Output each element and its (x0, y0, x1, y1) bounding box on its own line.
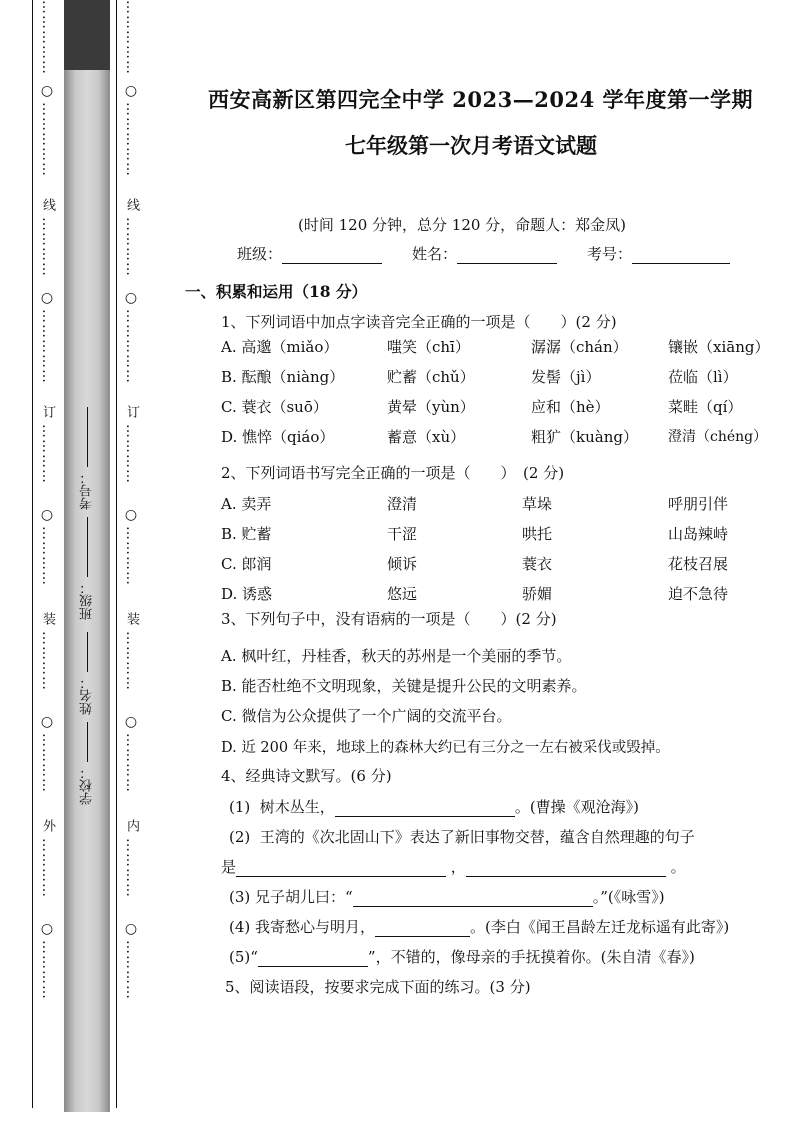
q1-row-a-1: A. 高邈（miǎo） (221, 338, 339, 356)
q1-row-b-4: 莅临（lì） (668, 368, 738, 386)
circle-mark: ○ (124, 507, 138, 523)
circle-mark: ○ (124, 714, 138, 730)
q1-row-d-4: 澄清（chéng） (668, 429, 768, 445)
q4-item1-blank[interactable] (335, 800, 515, 817)
q3-option-b: B. 能否杜绝不文明现象，关键是提升公民的文明素养。 (221, 677, 587, 695)
q2-row-a-3: 草垛 (522, 495, 553, 513)
number-blank[interactable] (632, 247, 730, 264)
margin-field-number[interactable]: 考号： (78, 400, 100, 510)
q2-row-a-1: A. 卖弄 (221, 495, 272, 513)
q1-row-c-2: 黄晕（yùn） (387, 398, 475, 416)
q2-row-c-4: 花枝召展 (668, 555, 729, 573)
cut-mark-nei: 内 (124, 819, 139, 832)
q4-item3: (3) 兄子胡儿曰：“ 。”(《咏雪》) (229, 888, 665, 906)
q3-stem: 3、下列句子中，没有语病的一项是（ ）(2 分) (221, 610, 557, 628)
q3-option-a: A. 枫叶红，丹桂香，秋天的苏州是一个美丽的季节。 (221, 647, 572, 665)
inner-dotted-cut-line: …………… ○ …………… 线 ………… ○ …………… 订 ………… ○ ………… 装 ………… ○ ………… 内 ………… ○ ………… (123, 0, 139, 1000)
q2-row-d-2: 悠远 (387, 585, 418, 603)
margin-field-class[interactable]: 班级： (78, 510, 100, 620)
q1-stem: 1、下列词语中加点字读音完全正确的一项是（ ）(2 分) (221, 313, 617, 331)
q4-stem: 4、经典诗文默写。(6 分) (221, 767, 392, 785)
binding-dark-block (64, 0, 110, 70)
circle-mark: ○ (40, 290, 54, 306)
q4-item5: (5)“ ”，不错的，像母亲的手抚摸着你。(朱自清《春》) (229, 948, 695, 966)
circle-mark: ○ (124, 290, 138, 306)
cut-mark-zhuang: 装 (124, 612, 139, 625)
q4-item5-blank[interactable] (258, 950, 368, 967)
margin-field-name[interactable]: 姓名： (78, 625, 100, 715)
binding-line-right (116, 0, 117, 1108)
name-blank[interactable] (457, 247, 557, 264)
outer-dotted-cut-line: …………… ○ …………… 线 ………… ○ …………… 订 ………… ○ ………… 装 ………… ○ ………… 外 ………… ○ ………… (39, 0, 55, 1000)
q2-row-b-4: 山岛辣峙 (668, 525, 729, 543)
q2-row-d-1: D. 诱惑 (221, 585, 273, 603)
cut-mark-ding: 订 (40, 405, 55, 418)
q2-row-a-4: 呼朋引伴 (668, 495, 729, 513)
q3-option-d: D. 近 200 年来，地球上的森林大约已有三分之一左右被采伐或毁掉。 (221, 740, 670, 756)
binding-line-left (32, 0, 33, 1108)
circle-mark: ○ (40, 921, 54, 937)
q2-row-d-4: 迫不急待 (668, 585, 729, 603)
cut-mark-zhuang: 装 (40, 612, 55, 625)
exam-title-line2: 七年级第一次月考语文试题 (345, 133, 597, 158)
q2-stem: 2、下列词语书写完全正确的一项是（ ） (2 分) (221, 464, 565, 482)
q4-item4: (4) 我寄愁心与明月， 。(李白《闻王昌龄左迁龙标遥有此寄》) (229, 918, 730, 936)
q5-stem: 5、阅读语段，按要求完成下面的练习。(3 分) (225, 978, 531, 996)
circle-mark: ○ (124, 921, 138, 937)
q1-row-d-3: 粗犷（kuàng） (531, 428, 638, 446)
q2-row-a-2: 澄清 (387, 495, 418, 513)
q4-item2-blank-1[interactable] (236, 860, 446, 877)
q4-item2-blank-2[interactable] (466, 860, 666, 877)
class-label: 班级： (237, 245, 283, 263)
q2-row-c-3: 蓑衣 (522, 555, 553, 573)
q1-row-d-2: 蓄意（xù） (387, 428, 466, 446)
q3-option-c: C. 微信为公众提供了一个广阔的交流平台。 (221, 707, 512, 725)
margin-field-school[interactable]: 学校： (78, 715, 100, 805)
student-info-row (237, 243, 730, 264)
cut-mark-xian: 线 (40, 198, 55, 211)
circle-mark: ○ (124, 83, 138, 99)
q2-row-b-1: B. 贮蓄 (221, 525, 272, 543)
circle-mark: ○ (40, 83, 54, 99)
q4-item2-line2: 是 ， 。 (221, 858, 686, 876)
q1-row-c-4: 菜畦（qí） (668, 398, 743, 416)
number-label: 考号： (587, 245, 633, 263)
section-heading: 一、积累和运用（18 分） (185, 282, 367, 301)
q4-item4-blank[interactable] (375, 920, 470, 937)
q1-row-d-1: D. 憔悴（qiáo） (221, 428, 335, 446)
name-label: 姓名： (412, 245, 458, 263)
class-blank[interactable] (282, 247, 382, 264)
q2-row-b-3: 哄托 (522, 525, 553, 543)
cut-mark-ding: 订 (124, 405, 139, 418)
q4-item3-blank[interactable] (353, 890, 593, 907)
exam-info: (时间 120 分钟，总分 120 分，命题人：郑金凤) (298, 216, 627, 234)
q1-row-b-1: B. 酝酿（niàng） (221, 368, 345, 386)
q1-row-a-2: 嗤笑（chī） (387, 338, 470, 356)
exam-title-line1: 西安高新区第四完全中学 2023—2024 学年度第一学期 (208, 87, 754, 112)
q2-row-c-1: C. 郎润 (221, 555, 272, 573)
circle-mark: ○ (40, 507, 54, 523)
cut-mark-wai: 外 (40, 819, 55, 832)
q1-row-a-3: 潺潺（chán） (531, 338, 628, 356)
q2-row-c-2: 倾诉 (387, 555, 418, 573)
q1-row-b-3: 发髻（jì） (531, 368, 601, 386)
q1-row-c-3: 应和（hè） (531, 398, 610, 416)
q2-row-b-2: 干涩 (387, 525, 418, 543)
q1-row-c-1: C. 蓑衣（suō） (221, 398, 328, 416)
q2-row-d-3: 骄媚 (522, 585, 553, 603)
q4-item2: (2) 王湾的《次北固山下》表达了新旧事物交替，蕴含自然理趣的句子 (229, 828, 695, 846)
cut-mark-xian: 线 (124, 198, 139, 211)
q1-row-a-4: 镶嵌（xiāng） (668, 338, 770, 356)
circle-mark: ○ (40, 714, 54, 730)
q1-row-b-2: 贮蓄（chǔ） (387, 368, 475, 386)
q4-item1: (1) 树木丛生， 。(曹操《观沧海》) (229, 798, 640, 816)
